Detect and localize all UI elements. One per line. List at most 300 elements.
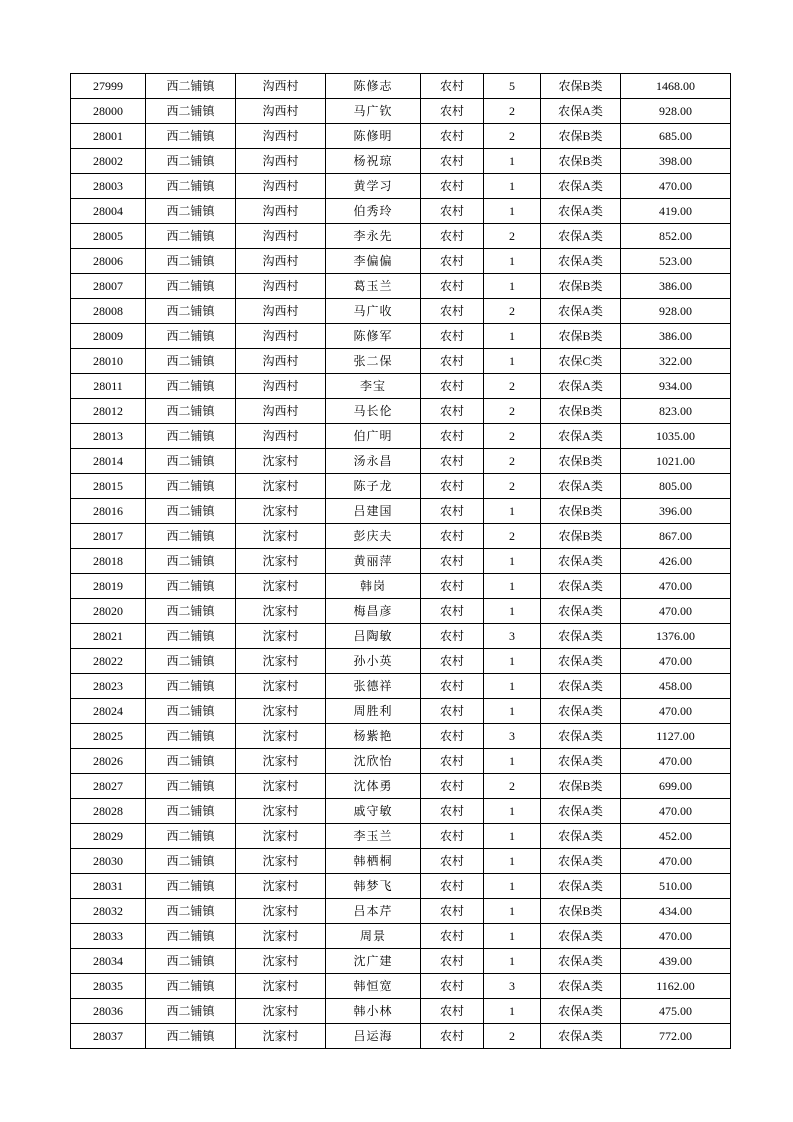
cell-name: 韩恒宽 xyxy=(326,974,421,999)
cell-name: 沈体勇 xyxy=(326,774,421,799)
cell-count: 1 xyxy=(484,499,541,524)
cell-town: 西二铺镇 xyxy=(146,324,236,349)
table-row xyxy=(71,199,731,224)
cell-town: 西二铺镇 xyxy=(146,699,236,724)
cell-id: 28023 xyxy=(71,674,146,699)
table-row xyxy=(71,574,731,599)
cell-town: 西二铺镇 xyxy=(146,849,236,874)
table-row xyxy=(71,399,731,424)
table-row xyxy=(71,349,731,374)
table-row xyxy=(71,374,731,399)
cell-village: 沈家村 xyxy=(236,474,326,499)
cell-town: 西二铺镇 xyxy=(146,924,236,949)
cell-id: 28030 xyxy=(71,849,146,874)
cell-count: 2 xyxy=(484,224,541,249)
cell-amount: 699.00 xyxy=(621,774,731,799)
cell-category: 农村 xyxy=(421,549,484,574)
cell-id: 28015 xyxy=(71,474,146,499)
cell-category: 农村 xyxy=(421,124,484,149)
table-row xyxy=(71,774,731,799)
cell-category: 农村 xyxy=(421,424,484,449)
cell-town: 西二铺镇 xyxy=(146,799,236,824)
cell-village: 沈家村 xyxy=(236,549,326,574)
cell-town: 西二铺镇 xyxy=(146,449,236,474)
cell-village: 沟西村 xyxy=(236,124,326,149)
cell-category: 农村 xyxy=(421,449,484,474)
cell-name: 吕本芹 xyxy=(326,899,421,924)
cell-village: 沈家村 xyxy=(236,999,326,1024)
cell-count: 1 xyxy=(484,999,541,1024)
cell-town: 西二铺镇 xyxy=(146,524,236,549)
cell-name: 黄丽萍 xyxy=(326,549,421,574)
cell-town: 西二铺镇 xyxy=(146,574,236,599)
cell-id: 28012 xyxy=(71,399,146,424)
cell-town: 西二铺镇 xyxy=(146,499,236,524)
table-row xyxy=(71,899,731,924)
table-row xyxy=(71,149,731,174)
cell-village: 沟西村 xyxy=(236,299,326,324)
cell-insurance-type: 农保A类 xyxy=(541,249,621,274)
cell-id: 28010 xyxy=(71,349,146,374)
cell-insurance-type: 农保A类 xyxy=(541,749,621,774)
cell-insurance-type: 农保A类 xyxy=(541,299,621,324)
cell-town: 西二铺镇 xyxy=(146,124,236,149)
cell-category: 农村 xyxy=(421,374,484,399)
cell-insurance-type: 农保A类 xyxy=(541,574,621,599)
cell-id: 28003 xyxy=(71,174,146,199)
cell-town: 西二铺镇 xyxy=(146,174,236,199)
table-row xyxy=(71,974,731,999)
cell-amount: 805.00 xyxy=(621,474,731,499)
cell-count: 1 xyxy=(484,849,541,874)
cell-village: 沈家村 xyxy=(236,749,326,774)
cell-amount: 772.00 xyxy=(621,1024,731,1049)
cell-count: 1 xyxy=(484,674,541,699)
cell-village: 沈家村 xyxy=(236,774,326,799)
cell-count: 2 xyxy=(484,99,541,124)
cell-category: 农村 xyxy=(421,224,484,249)
cell-amount: 685.00 xyxy=(621,124,731,149)
cell-name: 李永先 xyxy=(326,224,421,249)
cell-count: 1 xyxy=(484,274,541,299)
cell-insurance-type: 农保B类 xyxy=(541,324,621,349)
cell-town: 西二铺镇 xyxy=(146,674,236,699)
table-row xyxy=(71,174,731,199)
table-row xyxy=(71,99,731,124)
cell-category: 农村 xyxy=(421,99,484,124)
cell-name: 马广钦 xyxy=(326,99,421,124)
cell-village: 沟西村 xyxy=(236,274,326,299)
cell-name: 马广收 xyxy=(326,299,421,324)
cell-village: 沈家村 xyxy=(236,624,326,649)
cell-category: 农村 xyxy=(421,724,484,749)
cell-id: 28005 xyxy=(71,224,146,249)
cell-id: 28016 xyxy=(71,499,146,524)
cell-count: 2 xyxy=(484,449,541,474)
cell-village: 沟西村 xyxy=(236,349,326,374)
cell-amount: 470.00 xyxy=(621,849,731,874)
cell-village: 沈家村 xyxy=(236,599,326,624)
cell-name: 韩岗 xyxy=(326,574,421,599)
table-row xyxy=(71,549,731,574)
cell-amount: 1376.00 xyxy=(621,624,731,649)
cell-insurance-type: 农保A类 xyxy=(541,474,621,499)
cell-name: 周胜利 xyxy=(326,699,421,724)
cell-category: 农村 xyxy=(421,674,484,699)
cell-count: 3 xyxy=(484,974,541,999)
cell-insurance-type: 农保A类 xyxy=(541,974,621,999)
cell-count: 1 xyxy=(484,199,541,224)
cell-count: 3 xyxy=(484,624,541,649)
cell-town: 西二铺镇 xyxy=(146,149,236,174)
cell-category: 农村 xyxy=(421,349,484,374)
cell-amount: 928.00 xyxy=(621,299,731,324)
cell-count: 1 xyxy=(484,899,541,924)
cell-amount: 934.00 xyxy=(621,374,731,399)
cell-village: 沈家村 xyxy=(236,674,326,699)
cell-town: 西二铺镇 xyxy=(146,724,236,749)
cell-category: 农村 xyxy=(421,924,484,949)
cell-insurance-type: 农保B类 xyxy=(541,499,621,524)
cell-amount: 434.00 xyxy=(621,899,731,924)
cell-name: 杨祝琼 xyxy=(326,149,421,174)
cell-village: 沈家村 xyxy=(236,649,326,674)
cell-village: 沈家村 xyxy=(236,449,326,474)
cell-village: 沟西村 xyxy=(236,374,326,399)
cell-town: 西二铺镇 xyxy=(146,399,236,424)
cell-name: 张二保 xyxy=(326,349,421,374)
cell-village: 沈家村 xyxy=(236,974,326,999)
cell-town: 西二铺镇 xyxy=(146,424,236,449)
cell-town: 西二铺镇 xyxy=(146,199,236,224)
cell-insurance-type: 农保A类 xyxy=(541,224,621,249)
cell-amount: 396.00 xyxy=(621,499,731,524)
cell-name: 张德祥 xyxy=(326,674,421,699)
cell-insurance-type: 农保A类 xyxy=(541,849,621,874)
cell-amount: 470.00 xyxy=(621,649,731,674)
cell-village: 沈家村 xyxy=(236,899,326,924)
cell-category: 农村 xyxy=(421,324,484,349)
cell-category: 农村 xyxy=(421,149,484,174)
cell-name: 彭庆夫 xyxy=(326,524,421,549)
cell-amount: 470.00 xyxy=(621,924,731,949)
cell-count: 1 xyxy=(484,324,541,349)
cell-id: 28001 xyxy=(71,124,146,149)
cell-id: 28026 xyxy=(71,749,146,774)
cell-count: 1 xyxy=(484,649,541,674)
cell-town: 西二铺镇 xyxy=(146,999,236,1024)
cell-insurance-type: 农保A类 xyxy=(541,649,621,674)
cell-id: 28008 xyxy=(71,299,146,324)
cell-category: 农村 xyxy=(421,874,484,899)
cell-category: 农村 xyxy=(421,849,484,874)
table-row xyxy=(71,299,731,324)
table-row xyxy=(71,924,731,949)
cell-count: 1 xyxy=(484,249,541,274)
cell-name: 葛玉兰 xyxy=(326,274,421,299)
cell-count: 2 xyxy=(484,399,541,424)
cell-name: 韩梦飞 xyxy=(326,874,421,899)
cell-amount: 852.00 xyxy=(621,224,731,249)
cell-town: 西二铺镇 xyxy=(146,299,236,324)
cell-id: 28024 xyxy=(71,699,146,724)
cell-amount: 470.00 xyxy=(621,699,731,724)
cell-category: 农村 xyxy=(421,999,484,1024)
cell-category: 农村 xyxy=(421,524,484,549)
cell-town: 西二铺镇 xyxy=(146,224,236,249)
cell-insurance-type: 农保A类 xyxy=(541,174,621,199)
cell-id: 28021 xyxy=(71,624,146,649)
cell-id: 28019 xyxy=(71,574,146,599)
cell-name: 韩栖桐 xyxy=(326,849,421,874)
cell-insurance-type: 农保A类 xyxy=(541,924,621,949)
cell-amount: 1035.00 xyxy=(621,424,731,449)
cell-amount: 928.00 xyxy=(621,99,731,124)
cell-name: 汤永昌 xyxy=(326,449,421,474)
table-row xyxy=(71,649,731,674)
cell-name: 陈修志 xyxy=(326,74,421,99)
cell-name: 陈修明 xyxy=(326,124,421,149)
cell-name: 马长伦 xyxy=(326,399,421,424)
cell-count: 2 xyxy=(484,524,541,549)
cell-category: 农村 xyxy=(421,949,484,974)
cell-insurance-type: 农保B类 xyxy=(541,124,621,149)
cell-village: 沈家村 xyxy=(236,924,326,949)
cell-name: 李宝 xyxy=(326,374,421,399)
cell-name: 吕陶敏 xyxy=(326,624,421,649)
cell-id: 28031 xyxy=(71,874,146,899)
cell-id: 28020 xyxy=(71,599,146,624)
cell-insurance-type: 农保A类 xyxy=(541,99,621,124)
cell-insurance-type: 农保B类 xyxy=(541,524,621,549)
cell-insurance-type: 农保A类 xyxy=(541,674,621,699)
cell-name: 戚守敏 xyxy=(326,799,421,824)
cell-insurance-type: 农保B类 xyxy=(541,274,621,299)
cell-name: 吕建国 xyxy=(326,499,421,524)
cell-village: 沟西村 xyxy=(236,74,326,99)
table-row xyxy=(71,474,731,499)
cell-insurance-type: 农保C类 xyxy=(541,349,621,374)
cell-id: 28033 xyxy=(71,924,146,949)
cell-amount: 398.00 xyxy=(621,149,731,174)
cell-count: 2 xyxy=(484,474,541,499)
cell-count: 2 xyxy=(484,374,541,399)
cell-id: 28029 xyxy=(71,824,146,849)
cell-insurance-type: 农保A类 xyxy=(541,549,621,574)
cell-town: 西二铺镇 xyxy=(146,774,236,799)
cell-town: 西二铺镇 xyxy=(146,549,236,574)
cell-category: 农村 xyxy=(421,399,484,424)
cell-amount: 1162.00 xyxy=(621,974,731,999)
cell-id: 28013 xyxy=(71,424,146,449)
table-row xyxy=(71,1024,731,1049)
cell-town: 西二铺镇 xyxy=(146,474,236,499)
cell-insurance-type: 农保A类 xyxy=(541,949,621,974)
cell-town: 西二铺镇 xyxy=(146,74,236,99)
table-row xyxy=(71,124,731,149)
cell-id: 28000 xyxy=(71,99,146,124)
cell-insurance-type: 农保A类 xyxy=(541,624,621,649)
cell-town: 西二铺镇 xyxy=(146,599,236,624)
cell-name: 李偏偏 xyxy=(326,249,421,274)
cell-id: 28022 xyxy=(71,649,146,674)
cell-count: 3 xyxy=(484,724,541,749)
table-row xyxy=(71,749,731,774)
cell-insurance-type: 农保B类 xyxy=(541,899,621,924)
cell-count: 5 xyxy=(484,74,541,99)
cell-town: 西二铺镇 xyxy=(146,99,236,124)
cell-count: 2 xyxy=(484,124,541,149)
cell-village: 沟西村 xyxy=(236,174,326,199)
table-row xyxy=(71,724,731,749)
cell-count: 1 xyxy=(484,574,541,599)
cell-insurance-type: 农保B类 xyxy=(541,399,621,424)
cell-village: 沈家村 xyxy=(236,699,326,724)
cell-count: 1 xyxy=(484,174,541,199)
table-row xyxy=(71,449,731,474)
benefits-roster-table xyxy=(70,73,731,1049)
cell-id: 28002 xyxy=(71,149,146,174)
cell-category: 农村 xyxy=(421,799,484,824)
cell-village: 沈家村 xyxy=(236,724,326,749)
cell-name: 吕运海 xyxy=(326,1024,421,1049)
cell-village: 沈家村 xyxy=(236,799,326,824)
cell-town: 西二铺镇 xyxy=(146,374,236,399)
cell-category: 农村 xyxy=(421,274,484,299)
cell-name: 韩小林 xyxy=(326,999,421,1024)
cell-village: 沈家村 xyxy=(236,499,326,524)
cell-category: 农村 xyxy=(421,624,484,649)
cell-name: 陈修军 xyxy=(326,324,421,349)
cell-town: 西二铺镇 xyxy=(146,274,236,299)
cell-village: 沟西村 xyxy=(236,249,326,274)
cell-town: 西二铺镇 xyxy=(146,899,236,924)
cell-amount: 470.00 xyxy=(621,174,731,199)
cell-category: 农村 xyxy=(421,249,484,274)
cell-count: 1 xyxy=(484,874,541,899)
cell-id: 28007 xyxy=(71,274,146,299)
cell-id: 28004 xyxy=(71,199,146,224)
table-row xyxy=(71,949,731,974)
cell-amount: 452.00 xyxy=(621,824,731,849)
cell-category: 农村 xyxy=(421,824,484,849)
cell-amount: 386.00 xyxy=(621,274,731,299)
cell-id: 28009 xyxy=(71,324,146,349)
cell-name: 梅昌彦 xyxy=(326,599,421,624)
cell-town: 西二铺镇 xyxy=(146,749,236,774)
cell-name: 伯秀玲 xyxy=(326,199,421,224)
cell-insurance-type: 农保B类 xyxy=(541,149,621,174)
cell-category: 农村 xyxy=(421,474,484,499)
cell-amount: 470.00 xyxy=(621,799,731,824)
cell-id: 28006 xyxy=(71,249,146,274)
cell-amount: 470.00 xyxy=(621,574,731,599)
cell-town: 西二铺镇 xyxy=(146,249,236,274)
cell-id: 28017 xyxy=(71,524,146,549)
cell-category: 农村 xyxy=(421,599,484,624)
cell-category: 农村 xyxy=(421,774,484,799)
cell-category: 农村 xyxy=(421,74,484,99)
cell-village: 沟西村 xyxy=(236,324,326,349)
cell-village: 沈家村 xyxy=(236,874,326,899)
table-row xyxy=(71,674,731,699)
cell-count: 2 xyxy=(484,1024,541,1049)
table-row xyxy=(71,274,731,299)
cell-town: 西二铺镇 xyxy=(146,624,236,649)
cell-town: 西二铺镇 xyxy=(146,874,236,899)
cell-town: 西二铺镇 xyxy=(146,349,236,374)
table-row xyxy=(71,524,731,549)
cell-count: 2 xyxy=(484,774,541,799)
cell-name: 沈广建 xyxy=(326,949,421,974)
cell-category: 农村 xyxy=(421,299,484,324)
table-row xyxy=(71,74,731,99)
cell-insurance-type: 农保A类 xyxy=(541,599,621,624)
cell-category: 农村 xyxy=(421,699,484,724)
cell-count: 1 xyxy=(484,349,541,374)
cell-amount: 523.00 xyxy=(621,249,731,274)
table-row xyxy=(71,249,731,274)
cell-insurance-type: 农保A类 xyxy=(541,824,621,849)
cell-amount: 510.00 xyxy=(621,874,731,899)
cell-insurance-type: 农保A类 xyxy=(541,699,621,724)
cell-id: 28011 xyxy=(71,374,146,399)
cell-village: 沟西村 xyxy=(236,149,326,174)
cell-insurance-type: 农保A类 xyxy=(541,874,621,899)
cell-count: 1 xyxy=(484,949,541,974)
table-row xyxy=(71,824,731,849)
cell-id: 28018 xyxy=(71,549,146,574)
cell-id: 28014 xyxy=(71,449,146,474)
cell-amount: 439.00 xyxy=(621,949,731,974)
cell-insurance-type: 农保A类 xyxy=(541,1024,621,1049)
table-row xyxy=(71,624,731,649)
cell-amount: 1468.00 xyxy=(621,74,731,99)
cell-name: 李玉兰 xyxy=(326,824,421,849)
cell-town: 西二铺镇 xyxy=(146,824,236,849)
cell-village: 沈家村 xyxy=(236,574,326,599)
cell-name: 陈子龙 xyxy=(326,474,421,499)
cell-town: 西二铺镇 xyxy=(146,974,236,999)
cell-insurance-type: 农保B类 xyxy=(541,449,621,474)
cell-count: 1 xyxy=(484,924,541,949)
cell-count: 1 xyxy=(484,549,541,574)
cell-amount: 1021.00 xyxy=(621,449,731,474)
cell-insurance-type: 农保A类 xyxy=(541,799,621,824)
cell-insurance-type: 农保A类 xyxy=(541,424,621,449)
cell-amount: 470.00 xyxy=(621,749,731,774)
cell-insurance-type: 农保A类 xyxy=(541,374,621,399)
cell-village: 沟西村 xyxy=(236,399,326,424)
cell-id: 28035 xyxy=(71,974,146,999)
cell-count: 1 xyxy=(484,749,541,774)
cell-village: 沟西村 xyxy=(236,224,326,249)
table-row xyxy=(71,324,731,349)
cell-village: 沟西村 xyxy=(236,99,326,124)
cell-amount: 322.00 xyxy=(621,349,731,374)
table-row xyxy=(71,224,731,249)
cell-insurance-type: 农保B类 xyxy=(541,774,621,799)
cell-village: 沈家村 xyxy=(236,1024,326,1049)
cell-count: 1 xyxy=(484,799,541,824)
cell-amount: 458.00 xyxy=(621,674,731,699)
cell-amount: 426.00 xyxy=(621,549,731,574)
cell-category: 农村 xyxy=(421,974,484,999)
cell-category: 农村 xyxy=(421,174,484,199)
cell-name: 周景 xyxy=(326,924,421,949)
table-row xyxy=(71,599,731,624)
cell-amount: 470.00 xyxy=(621,599,731,624)
